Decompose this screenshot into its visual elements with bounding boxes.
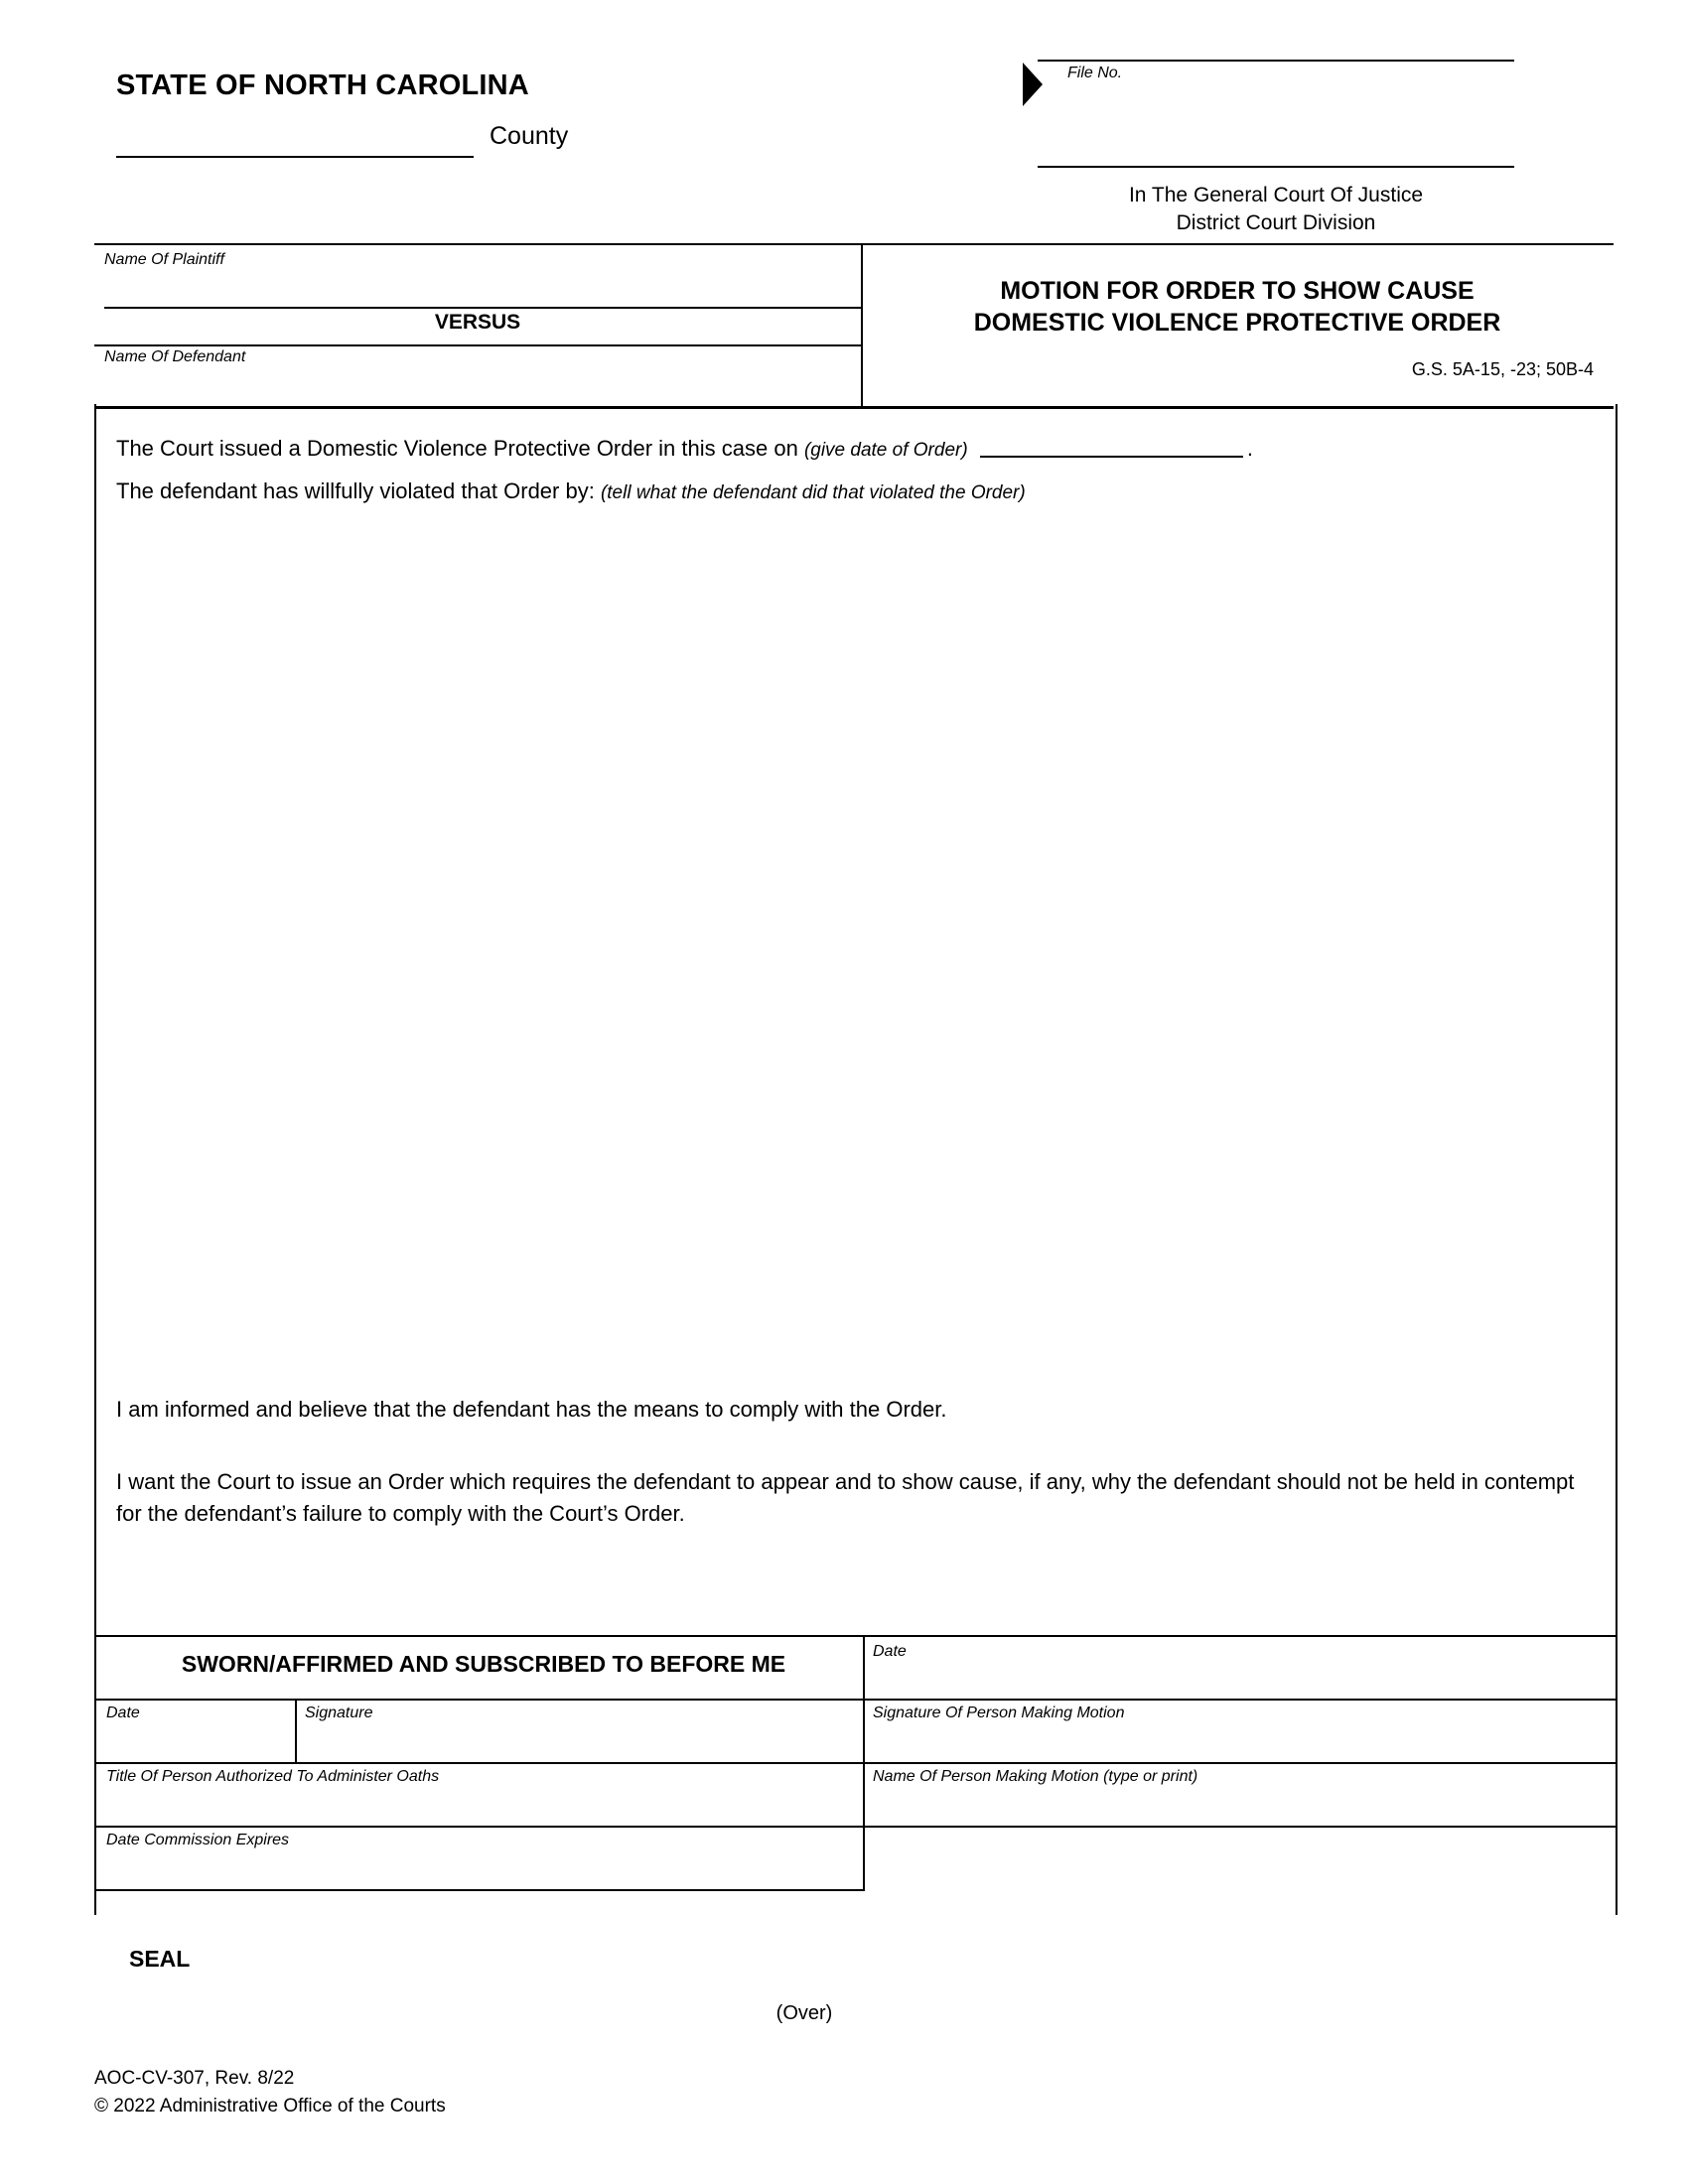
plaintiff-name-label: Name Of Plaintiff [104,251,224,268]
date-right-label: Date [873,1643,907,1660]
form-header [94,45,1614,243]
row1-divider [863,1637,865,1699]
commission-row [96,1826,1616,1891]
motion-body [94,404,1618,1635]
form-sheet [94,45,1614,2116]
county-label: County [490,122,569,150]
county-blank-line[interactable] [116,128,474,158]
row2-divider-center [863,1699,865,1762]
row3-divider [863,1762,865,1826]
file-no-label: File No. [1067,65,1123,81]
sworn-affirmed-heading: SWORN/AFFIRMED AND SUBSCRIBED TO BEFORE ME [181,1651,786,1677]
file-no-rule-top [1038,60,1514,62]
seal-label: SEAL [129,1946,191,1972]
sworn-row [96,1637,1616,1701]
versus-label: VERSUS [434,311,521,334]
order-date-text: The Court issued a Domestic Violence Protective Order in this case on [116,436,798,461]
order-date-blank[interactable] [980,438,1243,458]
caption-parties [94,245,863,406]
signature-of-person-making-motion-label: Signature Of Person Making Motion [873,1705,1125,1721]
form-id: AOC-CV-307, Rev. 8/22 [94,2068,295,2089]
document-title-line-1: MOTION FOR ORDER TO SHOW CAUSE [1000,277,1475,305]
signature-grid [94,1635,1618,1915]
order-date-hint: (give date of Order) [803,440,968,461]
date-commission-expires-label: Date Commission Expires [106,1832,290,1848]
relief-requested-statement: I want the Court to issue an Order which requires the defendant to appear and to show cause, if any, why the defendant should not be held in contempt for the defendant’s failure to comply with the Court’s Order. [116,1469,1575,1526]
caption-title [861,245,1614,406]
header-right [1038,45,1614,243]
plaintiff-name-rule[interactable] [104,307,861,309]
file-no-rule-bottom [1038,166,1514,168]
triangle-pointer-icon [1023,63,1043,106]
name-of-person-making-motion-label: Name Of Person Making Motion (type or print) [873,1768,1198,1785]
violation-hint: (tell what the defendant did that violated the Order) [600,482,1026,503]
court-name-line-2: District Court Division [1176,211,1376,234]
document-title-line-2: DOMESTIC VIOLENCE PROTECTIVE ORDER [973,309,1501,337]
violation-paragraph [116,478,1026,504]
means-to-comply-statement: I am informed and believe that the defendant has the means to comply with the Order. [116,1397,947,1422]
order-date-paragraph [116,436,1253,462]
title-name-row [96,1762,1616,1828]
defendant-name-label: Name Of Defendant [104,348,246,365]
court-name-line-1: In The General Court Of Justice [1128,184,1424,206]
signature-label: Signature [305,1705,373,1721]
violation-text: The defendant has willfully violated that Order by: [116,478,595,503]
header-left [94,45,864,243]
case-caption-block [94,243,1614,409]
versus-rule [94,344,861,346]
copyright: © 2022 Administrative Office of the Courts [94,2096,446,2116]
document-title [861,275,1614,339]
form-footer [94,2065,446,2120]
title-of-person-authorized-label: Title Of Person Authorized To Administer Oaths [106,1768,440,1785]
commission-bottom-rule [96,1889,863,1891]
statute-reference: G.S. 5A-15, -23; 50B-4 [1411,359,1594,379]
row4-divider [863,1826,865,1891]
over-indicator: (Over) [775,2002,833,2024]
order-date-period: . [1246,436,1253,461]
row2-divider-left [295,1699,297,1762]
date-signature-row [96,1699,1616,1764]
state-title: STATE OF NORTH CAROLINA [116,69,529,101]
date-left-label: Date [106,1705,140,1721]
